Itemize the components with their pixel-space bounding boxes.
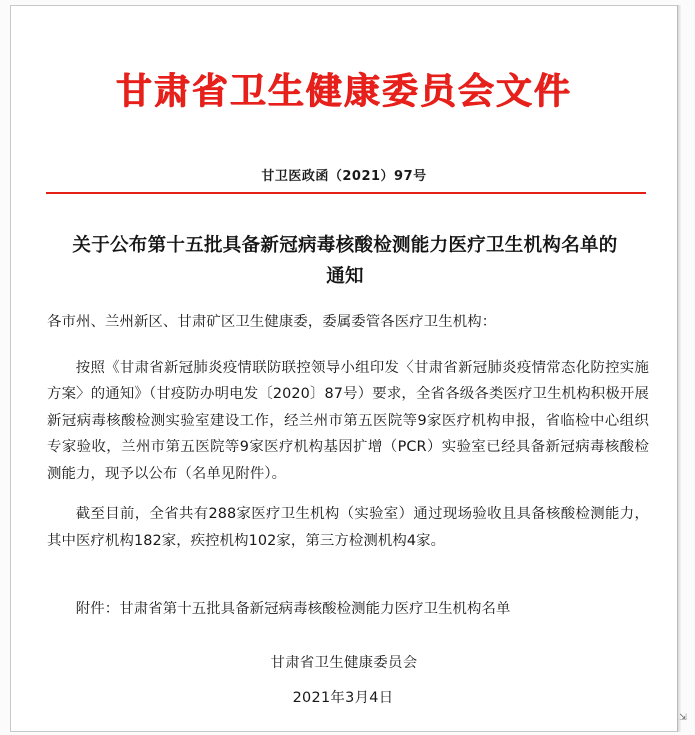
body-paragraph-2: 截至目前，全省共有288家医疗卫生机构（实验室）通过现场验收且具备核酸检测能力，其中医疗机构182家，疾控机构102家，第三方检测机构4家。	[47, 506, 649, 549]
signature-block	[47, 651, 649, 710]
document-number: 甘卫医政函（2021）97号	[261, 169, 427, 184]
body-paragraph-1: 按照《甘肃省新冠肺炎疫情联防联控领导小组印发〈甘肃省新冠肺炎疫情常态化防控实施方案〉的通知》（甘疫防办明电发〔2020〕87号）要求，全省各级各类医疗卫生机构积极开展新冠病毒核酸检测实验室建设工作，经兰州市第五医院等9家医疗机构申报，省临检中心组织专家验收，兰州市第五医院等9家医疗机构基因扩增（PCR）实验室已经具备新冠病毒核酸检测能力，现予以公布（名单见附件）。	[47, 359, 649, 482]
masthead-title: 甘肃省卫生健康委员会文件	[115, 70, 572, 112]
salutation-line: 各市州、兰州新区、甘肃矿区卫生健康委，委属委管各医疗卫生机构：	[47, 314, 497, 330]
masthead	[11, 68, 677, 114]
signature-date: 2021年3月4日	[292, 690, 394, 706]
page-edge-shadow	[678, 5, 681, 732]
document-body	[47, 309, 649, 623]
notice-title: 关于公布第十五批具备新冠病毒核酸检测能力医疗卫生机构名单的通知	[72, 235, 618, 287]
resize-handle-icon[interactable]: ⇲	[679, 712, 687, 722]
document-page	[10, 5, 678, 732]
signature-organization: 甘肃省卫生健康委员会	[270, 655, 418, 671]
red-divider-rule	[46, 192, 646, 194]
attachment-line: 附件：甘肃省第十五批具备新冠病毒核酸检测能力医疗卫生机构名单	[75, 601, 511, 617]
